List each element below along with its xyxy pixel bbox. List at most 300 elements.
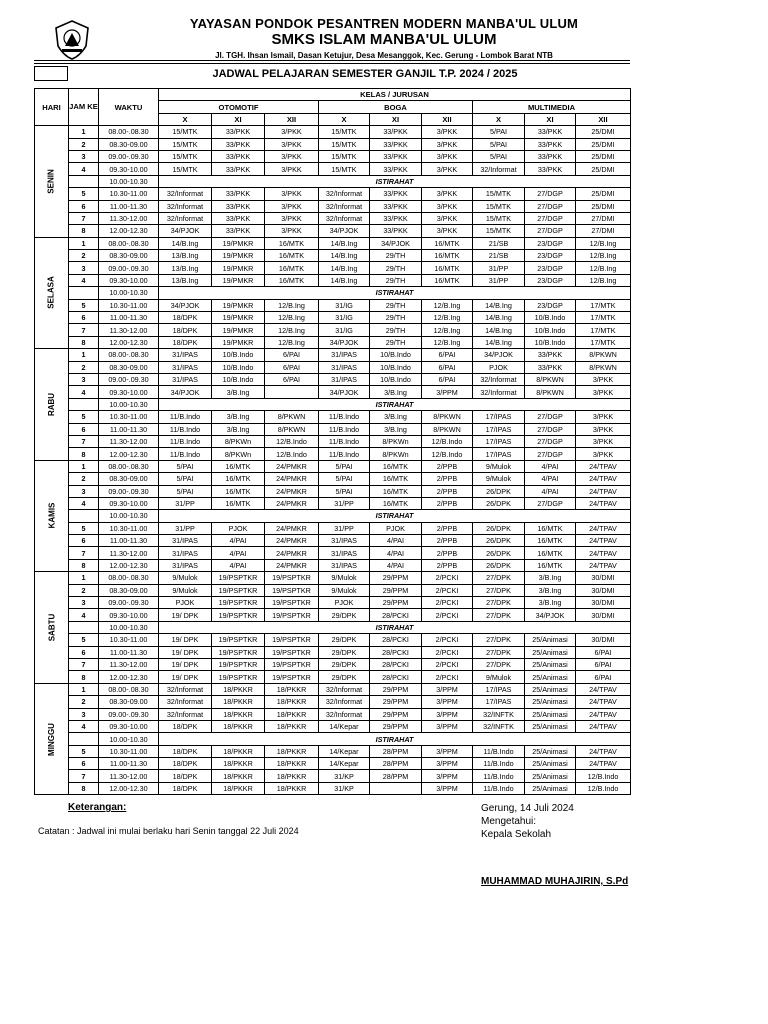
schedule-cell: 24/TPAV [576, 745, 631, 757]
waktu-cell: 08.00-.08.30 [99, 460, 159, 472]
jam-cell: 2 [69, 473, 99, 485]
schedule-cell: 28/PPM [370, 758, 422, 770]
schedule-cell: 6/PAI [576, 646, 631, 658]
schedule-cell: 33/PKK [525, 349, 576, 361]
schedule-cell: 24/PMKR [265, 535, 319, 547]
schedule-cell: 31/KP [319, 770, 370, 782]
schedule-cell: 33/PKK [212, 138, 265, 150]
schedule-cell: 33/PKK [212, 163, 265, 175]
jam-cell [69, 733, 99, 745]
schedule-cell: 2/PCKI [422, 658, 473, 670]
waktu-cell: 10.30-11.00 [99, 411, 159, 423]
schedule-cell: 4/PAI [370, 559, 422, 571]
table-row [35, 510, 631, 522]
schedule-cell: 19/PMKR [212, 336, 265, 348]
schedule-cell: 29/DPK [319, 671, 370, 683]
schedule-cell: 34/PJOK [319, 225, 370, 237]
schedule-cell: 29/PPM [370, 720, 422, 732]
schedule-cell: 19/PSPTKR [265, 584, 319, 596]
schedule-cell: 5/PAI [473, 150, 525, 162]
schedule-cell: 12/B.Ing [576, 262, 631, 274]
schedule-cell: 31/IPAS [319, 349, 370, 361]
waktu-cell: 09.30-10.00 [99, 386, 159, 398]
jam-cell: 8 [69, 336, 99, 348]
schedule-cell: 27/DPK [473, 609, 525, 621]
schedule-cell: 33/PKK [212, 225, 265, 237]
schedule-cell: 26/DPK [473, 559, 525, 571]
schedule-cell: 12/B.Indo [265, 435, 319, 447]
schedule-cell: 34/PJOK [319, 336, 370, 348]
schedule-cell: 25/Animasi [525, 782, 576, 794]
schedule-cell: 27/DPK [473, 658, 525, 670]
signature-block [481, 802, 574, 841]
table-row [35, 609, 631, 621]
jam-cell: 7 [69, 435, 99, 447]
schedule-cell: 19/PSPTKR [212, 597, 265, 609]
day-label: RABU [46, 392, 56, 417]
table-row [35, 658, 631, 670]
header-kelas: XI [212, 113, 265, 125]
schedule-cell: 25/DMI [576, 200, 631, 212]
schedule-cell: 3/B.Ing [370, 411, 422, 423]
istirahat-cell: ISTIRAHAT [159, 398, 631, 410]
header-jam-ke: JAM KE [69, 89, 99, 126]
schedule-cell: 19/PSPTKR [265, 658, 319, 670]
schedule-cell: 16/MTK [422, 237, 473, 249]
schedule-cell: 33/PKK [370, 188, 422, 200]
schedule-cell: 15/MTK [319, 163, 370, 175]
table-row [35, 782, 631, 794]
schedule-cell: 16/MTK [265, 250, 319, 262]
schedule-cell: 25/Animasi [525, 708, 576, 720]
table-row [35, 200, 631, 212]
schedule-cell: 33/PKK [370, 163, 422, 175]
schedule-cell: 27/DPK [473, 584, 525, 596]
schedule-cell: 27/DGP [525, 188, 576, 200]
schedule-cell: 30/DMI [576, 634, 631, 646]
schedule-cell: PJOK [159, 597, 212, 609]
schedule-cell: 18/DPK [159, 324, 212, 336]
istirahat-cell: ISTIRAHAT [159, 733, 631, 745]
schedule-cell: 25/DMI [576, 150, 631, 162]
waktu-cell: 10.30-11.00 [99, 188, 159, 200]
schedule-cell: 16/MTK [370, 460, 422, 472]
schedule-cell: 18/PKKR [212, 782, 265, 794]
schedule-cell: 33/PKK [370, 150, 422, 162]
schedule-cell: 24/TPAV [576, 683, 631, 695]
jam-cell: 1 [69, 460, 99, 472]
schedule-cell: 8/PKWN [422, 411, 473, 423]
jam-cell: 5 [69, 188, 99, 200]
schedule-cell: 8/PKWn [212, 435, 265, 447]
schedule-cell: 12/B.Indo [576, 770, 631, 782]
schedule-cell: 3/PPM [422, 758, 473, 770]
schedule-cell: 32/Informat [159, 683, 212, 695]
istirahat-cell: ISTIRAHAT [159, 510, 631, 522]
jam-cell: 8 [69, 559, 99, 571]
schedule-cell: 3/PKK [576, 386, 631, 398]
foundation-name: YAYASAN PONDOK PESANTREN MODERN MANBA'UL ULUM [189, 16, 579, 31]
waktu-cell: 10.00-10.30 [99, 175, 159, 187]
header-divider-thin [34, 63, 630, 64]
header-kelas: XI [370, 113, 422, 125]
schedule-cell: 25/Animasi [525, 745, 576, 757]
schedule-cell: 9/Mulok [159, 584, 212, 596]
schedule-cell: 17/MTK [576, 324, 631, 336]
jam-cell [69, 621, 99, 633]
schedule-cell: 25/DMI [576, 138, 631, 150]
waktu-cell: 11.30-12.00 [99, 658, 159, 670]
waktu-cell: 10.00-10.30 [99, 287, 159, 299]
jam-cell: 7 [69, 547, 99, 559]
schedule-cell: 32/Informat [319, 683, 370, 695]
schedule-cell: 25/Animasi [525, 696, 576, 708]
schedule-cell: 29/PPM [370, 683, 422, 695]
schedule-cell: 11/B.Indo [159, 448, 212, 460]
schedule-cell: 26/DPK [473, 485, 525, 497]
waktu-cell: 10.00-10.30 [99, 621, 159, 633]
schedule-cell: 19/PMKR [212, 312, 265, 324]
schedule-cell: 27/DGP [525, 200, 576, 212]
schedule-cell: 3/B.Ing [212, 423, 265, 435]
table-row [35, 683, 631, 695]
header-kelas: XII [576, 113, 631, 125]
istirahat-cell: ISTIRAHAT [159, 621, 631, 633]
schedule-cell: 34/PJOK [159, 225, 212, 237]
schedule-cell: 24/TPAV [576, 535, 631, 547]
waktu-cell: 08.30-09.00 [99, 696, 159, 708]
table-row [35, 758, 631, 770]
schedule-cell: 27/DMI [576, 212, 631, 224]
schedule-cell: 3/PKK [576, 373, 631, 385]
schedule-cell: 8/PKWN [576, 349, 631, 361]
schedule-cell: 19/PSPTKR [212, 658, 265, 670]
schedule-cell: 24/PMKR [265, 460, 319, 472]
table-row [35, 262, 631, 274]
schedule-cell: 11/B.Indo [473, 745, 525, 757]
schedule-cell: 15/MTK [473, 200, 525, 212]
schedule-cell: 3/B.Ing [370, 386, 422, 398]
schedule-cell: 19/PMKR [212, 237, 265, 249]
schedule-cell: 18/PKKR [212, 758, 265, 770]
header-kelas: XII [265, 113, 319, 125]
schedule-cell: 34/PJOK [525, 609, 576, 621]
schedule-cell: 32/Informat [159, 188, 212, 200]
header-kelas: XI [525, 113, 576, 125]
table-row [35, 770, 631, 782]
schedule-cell [370, 782, 422, 794]
schedule-cell: 27/DPK [473, 572, 525, 584]
schedule-cell: 16/MTK [212, 485, 265, 497]
schedule-cell: 10/B.Indo [370, 349, 422, 361]
waktu-cell: 09.00-.09.30 [99, 262, 159, 274]
schedule-cell: 17/MTK [576, 299, 631, 311]
schedule-cell: 10/B.Indo [370, 373, 422, 385]
schedule-cell: 27/DGP [525, 411, 576, 423]
schedule-cell: 12/B.Indo [265, 448, 319, 460]
schedule-cell: 28/PCKI [370, 609, 422, 621]
schedule-cell: 3/PKK [265, 138, 319, 150]
jam-cell: 7 [69, 212, 99, 224]
schedule-cell: 11/B.Indo [473, 782, 525, 794]
waktu-cell: 10.00-10.30 [99, 510, 159, 522]
schedule-cell: 6/PAI [422, 349, 473, 361]
jam-cell: 1 [69, 126, 99, 138]
waktu-cell: 08.30-09.00 [99, 250, 159, 262]
schedule-cell: 2/PCKI [422, 609, 473, 621]
schedule-cell: 33/PKK [370, 212, 422, 224]
schedule-cell: 33/PKK [212, 200, 265, 212]
schedule-cell: 2/PPB [422, 497, 473, 509]
schedule-cell: 8/PKWn [370, 448, 422, 460]
schedule-cell: 23/DGP [525, 299, 576, 311]
schedule-cell: 24/PMKR [265, 497, 319, 509]
schedule-cell: 31/IPAS [319, 361, 370, 373]
table-row [35, 584, 631, 596]
schedule-cell: 9/Mulok [473, 460, 525, 472]
schedule-cell: 11/B.Indo [473, 758, 525, 770]
schedule-cell: 2/PCKI [422, 671, 473, 683]
table-row [35, 336, 631, 348]
schedule-cell: 33/PKK [525, 138, 576, 150]
schedule-cell: 27/DGP [525, 435, 576, 447]
schedule-cell: 16/MTK [212, 460, 265, 472]
schedule-cell: 23/DGP [525, 237, 576, 249]
table-row [35, 250, 631, 262]
schedule-cell: 2/PCKI [422, 646, 473, 658]
schedule-cell: 33/PKK [370, 225, 422, 237]
schedule-cell: 10/B.Indo [525, 324, 576, 336]
schedule-cell: 14/B.Ing [319, 237, 370, 249]
schedule-cell: 29/PPM [370, 572, 422, 584]
schedule-cell: 3/PKK [265, 126, 319, 138]
schedule-cell: 4/PAI [212, 547, 265, 559]
table-row [35, 448, 631, 460]
day-label: MINGGU [46, 722, 56, 756]
schedule-cell: 11/B.Indo [319, 448, 370, 460]
schedule-cell: 33/PKK [212, 150, 265, 162]
schedule-cell: 18/PKKR [212, 745, 265, 757]
schedule-cell: 25/Animasi [525, 683, 576, 695]
waktu-cell: 09.30-10.00 [99, 163, 159, 175]
schedule-cell: PJOK [370, 522, 422, 534]
schedule-cell: 9/Mulok [473, 473, 525, 485]
day-cell [35, 572, 69, 684]
schedule-cell: 12/B.Ing [576, 250, 631, 262]
schedule-cell: 19/PSPTKR [265, 572, 319, 584]
schedule-cell: 10/B.Indo [212, 373, 265, 385]
schedule-cell: 2/PCKI [422, 634, 473, 646]
schedule-cell: 3/PKK [422, 163, 473, 175]
jam-cell: 8 [69, 225, 99, 237]
schedule-cell: 15/MTK [159, 150, 212, 162]
schedule-cell: 17/IPAS [473, 411, 525, 423]
schedule-cell: 5/PAI [319, 460, 370, 472]
schedule-cell: 3/PKK [576, 448, 631, 460]
jam-cell: 5 [69, 522, 99, 534]
schedule-cell: 3/PKK [265, 212, 319, 224]
schedule-cell: 18/DPK [159, 336, 212, 348]
schedule-cell: 4/PAI [212, 535, 265, 547]
schedule-cell: 31/PP [473, 262, 525, 274]
schedule-cell: 10/B.Indo [212, 361, 265, 373]
schedule-cell: 24/PMKR [265, 485, 319, 497]
jam-cell: 2 [69, 696, 99, 708]
schedule-cell: 29/TH [370, 262, 422, 274]
schedule-cell: 30/DMI [576, 572, 631, 584]
waktu-cell: 08.00-.08.30 [99, 349, 159, 361]
schedule-cell: 12/B.Ing [265, 336, 319, 348]
schedule-cell: 19/PSPTKR [212, 646, 265, 658]
waktu-cell: 12.00-12.30 [99, 225, 159, 237]
schedule-cell: 18/PKKR [212, 770, 265, 782]
waktu-cell: 11.00-11.30 [99, 535, 159, 547]
schedule-cell: 29/PPM [370, 696, 422, 708]
schedule-cell: 18/PKKR [265, 770, 319, 782]
jam-cell: 3 [69, 708, 99, 720]
schedule-cell: 2/PPB [422, 460, 473, 472]
schedule-cell: 32/Informat [473, 386, 525, 398]
waktu-cell: 08.00-.08.30 [99, 572, 159, 584]
waktu-cell: 08.30-09.00 [99, 473, 159, 485]
schedule-cell: 2/PPB [422, 559, 473, 571]
jam-cell [69, 510, 99, 522]
schedule-cell: 31/IG [319, 324, 370, 336]
schedule-cell: PJOK [473, 361, 525, 373]
schedule-cell: 21/SB [473, 237, 525, 249]
waktu-cell: 08.00-.08.30 [99, 237, 159, 249]
header-waktu: WAKTU [99, 89, 159, 126]
schedule-cell: 6/PAI [576, 671, 631, 683]
day-cell [35, 460, 69, 572]
schedule-cell: 12/B.Ing [422, 336, 473, 348]
waktu-cell: 09.30-10.00 [99, 274, 159, 286]
schedule-cell: 31/IPAS [159, 547, 212, 559]
jam-cell: 6 [69, 200, 99, 212]
schedule-cell: 3/PKK [422, 188, 473, 200]
schedule-cell: 31/IPAS [159, 361, 212, 373]
place-date: Gerung, 14 Juli 2024 [481, 803, 574, 814]
schedule-cell: 33/PKK [212, 212, 265, 224]
waktu-cell: 09.00-.09.30 [99, 485, 159, 497]
schedule-cell: 27/DGP [525, 423, 576, 435]
schedule-cell: 3/B.Ing [212, 411, 265, 423]
table-row [35, 745, 631, 757]
keterangan-label: Keterangan: [68, 802, 127, 813]
waktu-cell: 11.00-11.30 [99, 312, 159, 324]
waktu-cell: 11.30-12.00 [99, 435, 159, 447]
schedule-cell: 13/B.Ing [159, 250, 212, 262]
schedule-cell: 29/TH [370, 336, 422, 348]
schedule-cell: 9/Mulok [473, 671, 525, 683]
waktu-cell: 08.00-.08.30 [99, 126, 159, 138]
schedule-cell: 28/PCKI [370, 646, 422, 658]
waktu-cell: 08.30-09.00 [99, 138, 159, 150]
table-row [35, 460, 631, 472]
schedule-cell: 6/PAI [422, 373, 473, 385]
schedule-cell: 27/DPK [473, 634, 525, 646]
schedule-cell: 24/PMKR [265, 547, 319, 559]
schedule-cell: 19/PSPTKR [265, 646, 319, 658]
schedule-cell: 32/Informat [473, 163, 525, 175]
schedule-cell: 19/ DPK [159, 671, 212, 683]
table-row [35, 138, 631, 150]
schedule-cell: 17/IPAS [473, 435, 525, 447]
table-row [35, 324, 631, 336]
jam-cell: 8 [69, 448, 99, 460]
header-jurusan: MULTIMEDIA [473, 101, 631, 113]
schedule-table [34, 88, 631, 795]
schedule-cell: 27/DGP [525, 212, 576, 224]
schedule-cell: 25/Animasi [525, 770, 576, 782]
waktu-cell: 09.30-10.00 [99, 609, 159, 621]
schedule-cell: 16/MTK [370, 473, 422, 485]
table-row [35, 163, 631, 175]
schedule-cell: 28/PCKI [370, 634, 422, 646]
schedule-cell: 24/TPAV [576, 497, 631, 509]
schedule-cell: 10/B.Indo [370, 361, 422, 373]
schedule-cell: 25/Animasi [525, 720, 576, 732]
schedule-cell: 2/PPB [422, 485, 473, 497]
waktu-cell: 08.00-.08.30 [99, 683, 159, 695]
schedule-cell: 5/PAI [473, 126, 525, 138]
schedule-cell: 16/MTK [525, 535, 576, 547]
schedule-cell: 3/PKK [422, 138, 473, 150]
schedule-cell: 33/PKK [370, 200, 422, 212]
schedule-cell: 17/IPAS [473, 448, 525, 460]
table-row [35, 708, 631, 720]
schedule-cell: 12/B.Ing [576, 237, 631, 249]
schedule-cell: 3/PKK [265, 200, 319, 212]
schedule-cell: 19/PMKR [212, 262, 265, 274]
schedule-cell: 31/PP [473, 274, 525, 286]
schedule-cell: 6/PAI [422, 361, 473, 373]
schedule-cell: 14/Kepar [319, 758, 370, 770]
schedule-cell: 6/PAI [265, 349, 319, 361]
schedule-cell: 33/PKK [212, 188, 265, 200]
schedule-cell: 29/TH [370, 324, 422, 336]
schedule-cell: 13/B.Ing [159, 262, 212, 274]
schedule-cell: 34/PJOK [473, 349, 525, 361]
schedule-cell: 33/PKK [525, 361, 576, 373]
table-row [35, 188, 631, 200]
schedule-cell: 4/PAI [525, 473, 576, 485]
schedule-cell: 34/PJOK [159, 299, 212, 311]
schedule-cell: 24/PMKR [265, 559, 319, 571]
table-row [35, 559, 631, 571]
schedule-cell: 16/MTK [422, 250, 473, 262]
waktu-cell: 10.30-11.00 [99, 522, 159, 534]
schedule-cell: 31/IPAS [159, 535, 212, 547]
table-row [35, 150, 631, 162]
header-hari: HARI [35, 89, 69, 126]
schedule-cell: 33/PKK [525, 150, 576, 162]
waktu-cell: 10.30-11.00 [99, 634, 159, 646]
schedule-cell: 24/TPAV [576, 708, 631, 720]
schedule-cell: 12/B.Ing [422, 299, 473, 311]
schedule-cell: 24/TPAV [576, 547, 631, 559]
jam-cell: 5 [69, 411, 99, 423]
waktu-cell: 10.00-10.30 [99, 398, 159, 410]
schedule-cell: 13/B.Ing [159, 274, 212, 286]
schedule-cell: 2/PPB [422, 535, 473, 547]
schedule-cell: 26/DPK [473, 522, 525, 534]
schedule-cell: 14/B.Ing [473, 324, 525, 336]
schedule-cell: 3/PKK [265, 188, 319, 200]
schedule-cell: 33/PKK [370, 138, 422, 150]
schedule-cell: 19/PSPTKR [265, 609, 319, 621]
schedule-cell: 31/IPAS [159, 349, 212, 361]
